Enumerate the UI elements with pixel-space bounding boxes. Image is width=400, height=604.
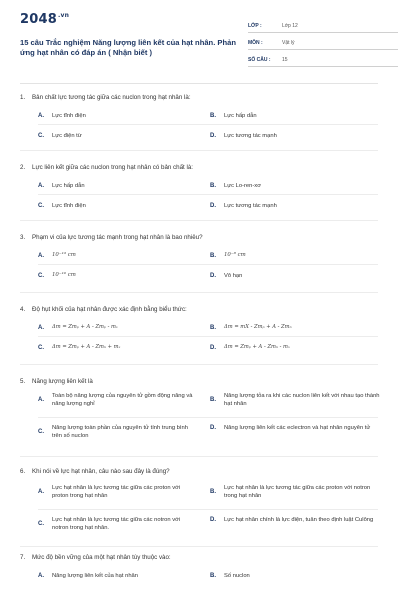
option-a[interactable] [38, 392, 198, 409]
option-text: Lực tĩnh điện [52, 113, 86, 119]
option-text: Δm = Zmₚ + A - Zmₚ - mₓ [52, 324, 118, 330]
option-letter: B. [210, 183, 216, 190]
option-text: Lực hấp dẫn [52, 183, 85, 189]
question-text [20, 378, 93, 385]
question-divider [20, 220, 378, 221]
option-letter: B. [210, 324, 216, 331]
question-number: 4. [20, 306, 26, 313]
meta-value: Vật lý [282, 40, 295, 46]
question-stem: Bản chất lực tương tác giữa các nuclon trong hạt nhân là: [32, 94, 191, 101]
option-letter: A. [38, 252, 44, 259]
question-stem: Độ hụt khối của hạt nhân được xác định bằng biểu thức: [32, 306, 187, 313]
option-c[interactable] [38, 344, 120, 352]
option-text: 10⁻¹³ cm [52, 252, 76, 258]
option-c[interactable] [38, 202, 86, 210]
option-text: Lực tĩnh điện [52, 203, 86, 209]
option-letter: A. [38, 113, 44, 120]
question-text [20, 94, 191, 101]
option-text: Năng lượng liên kết của hạt nhân [52, 573, 138, 579]
option-a[interactable] [38, 182, 85, 190]
meta-value: Lớp 12 [282, 23, 298, 29]
question-divider [20, 456, 378, 457]
option-letter: B. [210, 489, 216, 496]
option-text: Δm = mX - Zmₚ + A - Zmₙ [224, 324, 292, 330]
question-text [20, 234, 203, 241]
question-stem: Năng lượng liên kết là [32, 378, 93, 385]
option-letter: B. [210, 573, 216, 580]
option-divider [38, 194, 378, 195]
option-divider [38, 509, 378, 510]
option-a[interactable] [38, 484, 198, 501]
option-letter: D. [210, 203, 216, 210]
option-a[interactable] [38, 324, 118, 332]
option-b[interactable] [210, 112, 257, 120]
option-text: 10⁻¹⁰ cm [52, 272, 76, 278]
question-number: 3. [20, 234, 26, 241]
option-d[interactable] [210, 424, 380, 432]
question-divider [20, 364, 378, 365]
option-b[interactable] [210, 324, 292, 332]
option-letter: C. [38, 133, 44, 140]
option-letter: C. [38, 429, 44, 436]
document-title: 15 câu Trắc nghiệm Năng lượng liên kết của hạt nhân. Phản ứng hạt nhân có đáp án ( Nhận biết ) [20, 38, 236, 58]
option-d[interactable] [210, 132, 277, 140]
question-divider [20, 546, 378, 547]
question-text [20, 306, 187, 313]
option-b[interactable] [210, 484, 380, 501]
option-c[interactable] [38, 132, 82, 140]
logo-text: 2048 [20, 12, 57, 27]
option-letter: C. [38, 272, 44, 279]
option-d[interactable] [210, 344, 290, 352]
option-text: Lực hạt nhân là lực tương tác giữa các proton với proton trong hạt nhân [52, 485, 181, 500]
meta-panel [248, 16, 398, 67]
option-text: Lực hạt nhân chính là lực điện, tuân theo định luật Culông [224, 517, 374, 523]
option-d[interactable] [210, 516, 380, 524]
option-letter: A. [38, 183, 44, 190]
option-text: Δm = Zmₚ + A - Zmₙ + mₓ [52, 344, 121, 350]
logo-suffix: .vn [57, 12, 70, 19]
option-c[interactable] [38, 272, 76, 280]
option-text: Lực hạt nhân là lực tương tác giữa các proton với notron trong hạt nhân [224, 485, 371, 500]
option-text: Lực hấp dẫn [224, 113, 257, 119]
option-letter: D. [210, 133, 216, 140]
meta-row-subject [248, 33, 398, 50]
question-stem: Lực liên kết giữa các nuclon trong hạt nhân có bản chất là: [32, 164, 194, 171]
option-letter: A. [38, 324, 44, 331]
option-letter: D. [210, 273, 216, 280]
option-text: Số nuclon [224, 573, 250, 579]
question-1 [20, 84, 378, 156]
question-4 [20, 298, 378, 370]
option-b[interactable] [210, 392, 380, 409]
option-letter: B. [210, 113, 216, 120]
option-letter: B. [210, 252, 216, 259]
option-letter: D. [210, 344, 216, 351]
question-text [20, 164, 193, 171]
option-a[interactable] [38, 572, 138, 580]
option-text: Năng lượng toàn phần của nguyên tử tính trung bình trên số nuclon [52, 425, 188, 440]
meta-row-count [248, 50, 398, 67]
option-letter: C. [38, 521, 44, 528]
option-b[interactable] [210, 182, 261, 190]
option-divider [38, 336, 378, 337]
option-b[interactable] [210, 252, 246, 260]
meta-label: MÔN : [248, 40, 263, 46]
meta-label: SỐ CÂU : [248, 57, 271, 63]
option-letter: A. [38, 397, 44, 404]
question-stem: Khi nói về lực hạt nhân, câu nào sau đây là đúng? [32, 468, 170, 475]
option-d[interactable] [210, 272, 242, 280]
option-text: Toàn bộ năng lượng của nguyên tử gồm động năng và năng lượng nghỉ [52, 393, 193, 408]
option-text: Lực Lo-ren-xơ [224, 183, 262, 189]
option-letter: C. [38, 203, 44, 210]
option-a[interactable] [38, 112, 86, 120]
meta-value: 15 [282, 57, 288, 63]
option-letter: A. [38, 489, 44, 496]
question-number: 6. [20, 468, 26, 475]
question-6 [20, 462, 378, 554]
question-divider [20, 292, 378, 293]
option-text: Lực tương tác mạnh [224, 203, 277, 209]
option-c[interactable] [38, 424, 198, 441]
question-number: 5. [20, 378, 26, 385]
option-text: Vô hạn [224, 273, 243, 279]
option-letter: C. [38, 344, 44, 351]
question-divider [20, 150, 378, 151]
meta-row-class [248, 16, 398, 33]
option-c[interactable] [38, 516, 198, 533]
question-stem: Mức độ bền vững của một hạt nhân tùy thuộc vào: [32, 554, 171, 561]
question-number: 1. [20, 94, 26, 101]
option-divider [38, 264, 378, 265]
question-5 [20, 370, 378, 462]
option-a[interactable] [38, 252, 76, 260]
question-number: 7. [20, 554, 26, 561]
option-text: Δm = Zmₚ + A - Zmₙ - mₓ [224, 344, 290, 350]
option-text: 10⁻⁸ cm [224, 252, 246, 258]
option-text: Năng lượng tỏa ra khi các nuclon liên kết với nhau tạo thành hạt nhân [224, 393, 380, 408]
question-stem: Phạm vi của lực tương tác mạnh trong hạt nhân là bao nhiêu? [32, 234, 203, 241]
question-text [20, 554, 171, 561]
document-header [20, 10, 378, 84]
option-b[interactable] [210, 572, 250, 580]
option-divider [38, 417, 378, 418]
option-d[interactable] [210, 202, 277, 210]
option-text: Lực tương tác mạnh [224, 133, 277, 139]
meta-label: LỚP : [248, 23, 262, 29]
site-logo[interactable] [20, 12, 69, 27]
option-letter: D. [210, 425, 216, 432]
question-3 [20, 226, 378, 298]
option-letter: A. [38, 573, 44, 580]
option-divider [38, 124, 378, 125]
question-text [20, 468, 170, 475]
option-text: Năng lượng liên kết các eclectron và hạt nhân nguyên tử [224, 425, 371, 431]
option-text: Lực điện từ [52, 133, 82, 139]
option-letter: B. [210, 397, 216, 404]
question-number: 2. [20, 164, 26, 171]
option-text: Lực hạt nhân là lực tương tác giữa các notron với notron trong hạt nhân. [52, 517, 181, 532]
question-7 [20, 554, 378, 604]
question-2 [20, 156, 378, 226]
option-letter: D. [210, 517, 216, 524]
